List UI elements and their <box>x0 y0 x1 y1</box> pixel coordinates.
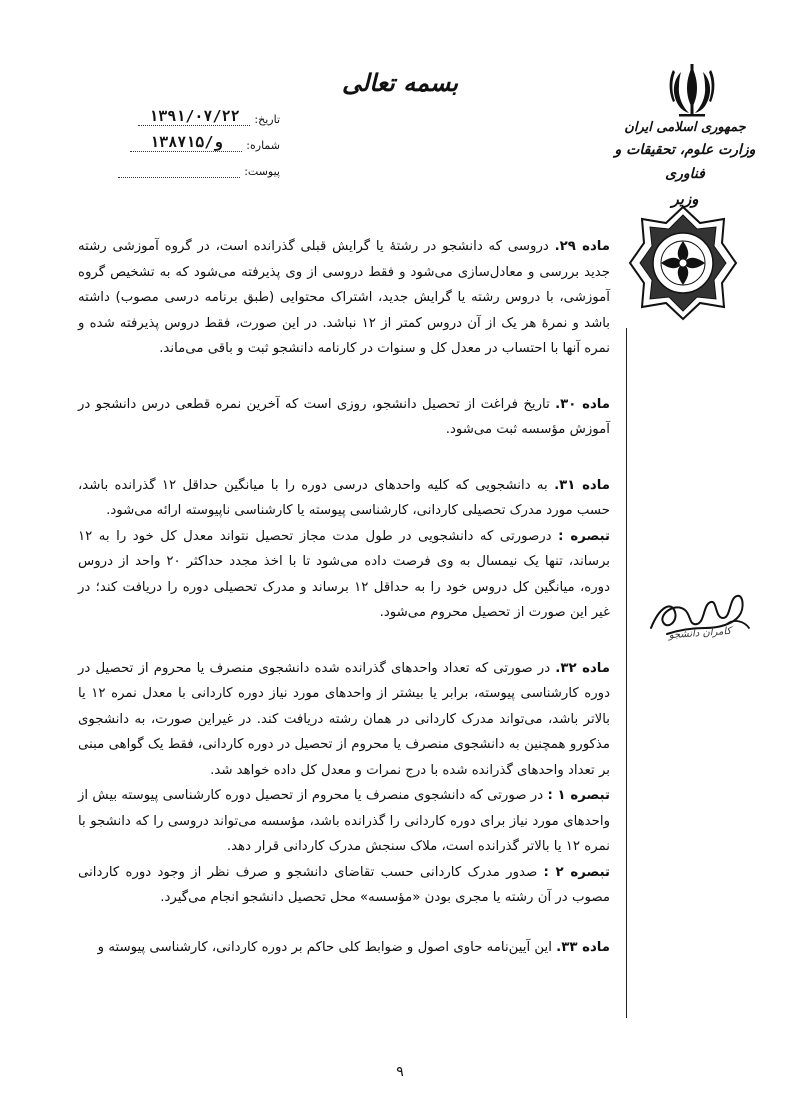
page-number: ۹ <box>396 1064 404 1080</box>
article-31 <box>78 473 610 524</box>
article-text: به دانشجویی که کلیه واحدهای درسی دوره را با میانگین حداقل ۱۲ گذرانده باشد، حسب مورد مدرک تحصیلی کاردانی، کارشناسی پیوسته یا کارشناسی ناپیوسته ارائه می‌شود. <box>78 477 610 518</box>
article-label: ماده ۳۱. <box>554 477 610 493</box>
note-text: در صورتی که دانشجوی منصرف یا محروم از تحصیل دوره کارشناسی پیوسته بیش از واحدهای مورد نیاز برای دوره کاردانی را گذرانده باشد، مؤسسه می‌تواند دروسی را که دانشجو با نمره ۱۲ یا بالاتر گذرانده است، ملاک سنجش مدرک کاردانی قرار دهد. <box>78 788 610 854</box>
article-33 <box>78 935 610 961</box>
article-text: دروسی که دانشجو در رشتهٔ یا گرایش قبلی گذرانده است، در گروه آموزشی رشته جدید بررسی و معادل‌سازی می‌شود و فقط دروسی از وی پذیرفته می‌شود که به تشخیص گروه آموزشی، با دروس رشته یا گرایش جدید، اشتراک محتوایی (طبق برنامه درسی مصوب) داشته باشد و نمرهٔ هر یک از آن دروس کمتر از ۱۲ نباشد. در این صورت، فقط دروس پذیرفته شده و نمره آنها با احتساب در معدل کل و سنوات در کارنامه دانشجو ثبت و باقی می‌ماند. <box>78 239 611 356</box>
article-text: این آیین‌نامه حاوی اصول و ضوابط کلی حاکم بر دوره کاردانی، کارشناسی پیوسته و <box>97 939 552 955</box>
document-body <box>78 234 610 960</box>
attachment-label: پیوست: <box>244 165 280 178</box>
note-label: تبصره : <box>558 528 610 544</box>
issuer-block <box>600 118 770 212</box>
article-label: ماده ۳۲. <box>555 660 611 676</box>
iran-emblem-icon <box>665 62 719 118</box>
article-30 <box>78 392 610 443</box>
article-32-note-2 <box>78 860 610 911</box>
article-label: ماده ۳۰. <box>555 396 611 412</box>
article-32-note-1 <box>78 783 610 860</box>
article-32 <box>78 656 610 784</box>
ornament-medallion-icon <box>628 205 738 321</box>
ministry-name: وزارت علوم، تحقیقات و فناوری <box>614 142 756 182</box>
note-text: صدور مدرک کاردانی حسب تقاضای دانشجو و صرف نظر از وجود دوره کاردانی مصوب در آن رشته یا مجری بودن «مؤسسه» محل تحصیل دانشجو انجام می‌گیرد. <box>78 864 610 905</box>
margin-rule <box>626 328 627 1018</box>
article-text: تاریخ فراغت از تحصیل دانشجو، روزی است که آخرین نمره قطعی درس دانشجو در آموزش مؤسسه ثبت می‌شود. <box>78 396 610 437</box>
date-row <box>40 100 280 126</box>
attachment-row <box>40 152 280 178</box>
letter-meta <box>40 100 280 178</box>
basmala: بسمه تعالی <box>341 68 459 97</box>
attachment-value <box>118 169 240 178</box>
article-text: در صورتی که تعداد واحدهای گذرانده شده دانشجوی منصرف یا محروم از تحصیل در دوره کارشناسی پیوسته، برابر یا بیشتر از واحدهای مورد نیاز دوره کاردانی با معدل نمره ۱۲ یا بالاتر باشد، می‌تواند مدرک کاردانی در همان رشته دریافت کند. در غیراین صورت، به دانشجوی مذکورو همچنین به دانشجوی منصرف یا محروم از تحصیل در دوره کاردانی، فقط یک گواهی مبنی بر تعداد واحدهای گذرانده شده با درج نمرات و معدل کل داده خواهد شد. <box>78 660 610 778</box>
note-label: تبصره ۲ : <box>543 864 610 880</box>
note-label: تبصره ۱ : <box>547 788 611 803</box>
article-29 <box>78 234 610 362</box>
signature-caption: کامران دانشجو <box>668 625 732 642</box>
date-value: ۱۳۹۱/۰۷/۲۲ <box>138 107 250 126</box>
number-label: شماره: <box>246 139 280 152</box>
article-31-note <box>78 524 610 626</box>
article-label: ماده ۲۹. <box>554 239 610 254</box>
article-label: ماده ۳۳. <box>556 939 610 955</box>
date-label: تاریخ: <box>254 113 280 126</box>
note-text: درصورتی که دانشجویی در طول مدت مجاز تحصیل نتواند معدل کل خود را به ۱۲ برساند، تنها یک نیمسال به وی فرصت داده می‌شود تا با اخذ مجدد حداکثر ۲۰ واحد از دروس دوره، میانگین کل دروس خود را به حداقل ۱۲ برساند و مدرک تحصیلی دوره را دریافت کند؛ در غیر این صورت از تحصیل محروم می‌شود. <box>78 528 610 620</box>
country-name: جمهوری اسلامی ایران <box>624 120 746 135</box>
minister-title: وزیر <box>671 190 699 208</box>
number-row <box>40 126 280 152</box>
number-value: ۱۳۸۷۱۵/و <box>130 133 242 152</box>
